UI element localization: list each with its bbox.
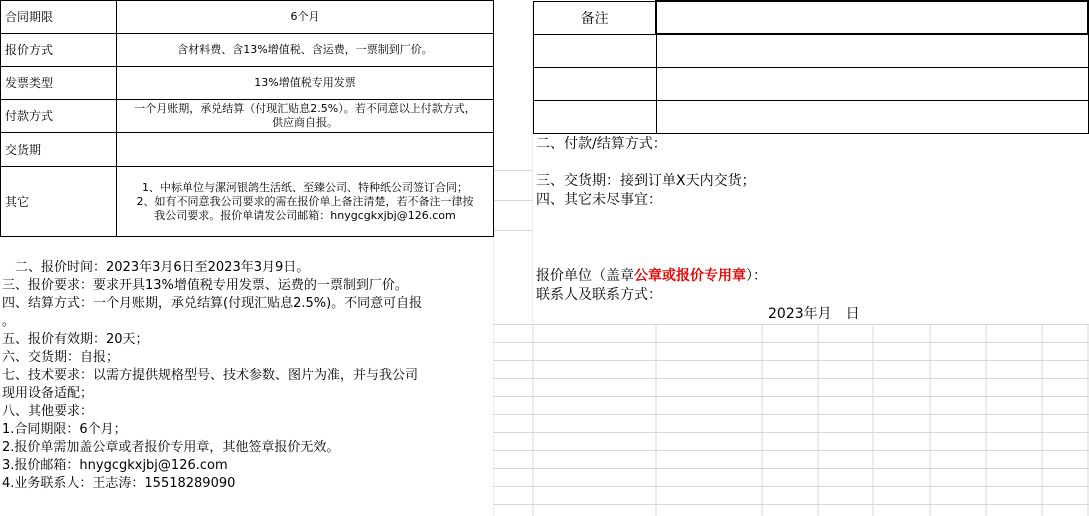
payment-method-line: 供应商自报。 (272, 116, 338, 129)
payment-terms-text: 二、付款/结算方式： (536, 136, 667, 152)
quote-email-text: 3.报价邮箱：hnygcgkxjbj@126.com (2, 458, 228, 473)
quote-time-text: 二、报价时间：2023年3月6日至2023年3月9日。 (2, 260, 310, 275)
other-line: 2、如有不同意我公司要求的需在报价单上备注清楚，若不备注一律按 (136, 194, 474, 208)
payment-method-label: 付款方式 (1, 100, 117, 133)
remarks-cell[interactable] (656, 34, 1088, 67)
remarks-cell[interactable] (534, 100, 657, 133)
quote-unit-text (536, 267, 767, 285)
table-row (1, 34, 494, 67)
quote-unit-stamp-note: 公章或报价专用章 (634, 268, 746, 284)
stamp-requirement-text: 2.报价单需加盖公章或者报价专用章，其他签章报价无效。 (2, 440, 340, 455)
remarks-cell[interactable] (656, 67, 1088, 100)
table-row (534, 67, 1089, 100)
table-row (1, 100, 494, 133)
other-terms-text: 四、其它未尽事宜： (536, 192, 662, 208)
quote-unit-suffix: ）： (746, 268, 767, 284)
remarks-cell[interactable] (534, 67, 657, 100)
delivery-label: 交货期 (1, 133, 117, 167)
delivery-text: 六、交货期：自报； (2, 350, 120, 365)
table-row (1, 133, 494, 167)
table-row (534, 34, 1089, 67)
contact-text: 联系人及联系方式： (536, 287, 662, 303)
quote-unit-prefix: 报价单位（盖章 (536, 268, 634, 284)
contract-period-value[interactable]: 6个月 (117, 1, 494, 34)
table-row (534, 1, 1089, 34)
date-text: 2023年月 日 (768, 306, 860, 322)
quote-method-value[interactable]: 含材料费、含13%增值税、含运费，一票制到厂价。 (117, 34, 494, 67)
business-contact-text: 4.业务联系人：王志涛：15518289090 (2, 476, 236, 491)
quote-requirement-text: 三、报价要求：要求开具13%增值税专用发票、运费的一票制到厂价。 (2, 278, 408, 293)
table-row (1, 167, 494, 237)
settlement-text: 四、结算方式：一个月账期，承兑结算(付现汇贴息2.5%)。不同意可自报 (2, 296, 423, 311)
invoice-type-value[interactable]: 13%增值税专用发票 (117, 67, 494, 100)
tech-requirement-text: 七、技术要求：以需方提供规格型号、技术参数、图片为准，并与我公司 (2, 368, 419, 383)
remarks-cell[interactable] (656, 100, 1088, 133)
remarks-table (533, 0, 1089, 134)
other-label: 其它 (1, 167, 117, 237)
other-requirements-heading: 八、其他要求： (2, 404, 94, 419)
other-line: 1、中标单位与漯河银鸽生活纸、至臻公司、特种纸公司签订合同； (142, 180, 468, 194)
remarks-label: 备注 (534, 1, 657, 34)
invoice-type-label: 发票类型 (1, 67, 117, 100)
settlement-text-cont: 。 (2, 314, 16, 329)
other-value[interactable] (117, 167, 494, 237)
payment-method-value[interactable] (117, 100, 494, 133)
other-line: 我公司要求。报价单请发公司邮箱：hnygcgkxjbj@126.com (154, 208, 456, 222)
delivery-terms-text: 三、交货期：接到订单X天内交货； (536, 173, 756, 189)
contract-period-text: 1.合同期限：6个月； (2, 422, 127, 437)
table-row (534, 100, 1089, 133)
quote-terms-table (0, 0, 494, 237)
table-row (1, 1, 494, 34)
contract-period-label: 合同期限 (1, 1, 117, 34)
tech-requirement-text-cont: 现用设备适配； (2, 386, 94, 401)
remarks-cell-selected[interactable] (656, 1, 1088, 34)
remarks-cell[interactable] (534, 34, 657, 67)
delivery-value[interactable] (117, 133, 494, 167)
payment-method-line: 一个月账期，承兑结算（付现汇贴息2.5%）。若不同意以上付款方式， (134, 102, 476, 115)
quote-method-label: 报价方式 (1, 34, 117, 67)
table-row (1, 67, 494, 100)
validity-text: 五、报价有效期：20天； (2, 332, 149, 347)
